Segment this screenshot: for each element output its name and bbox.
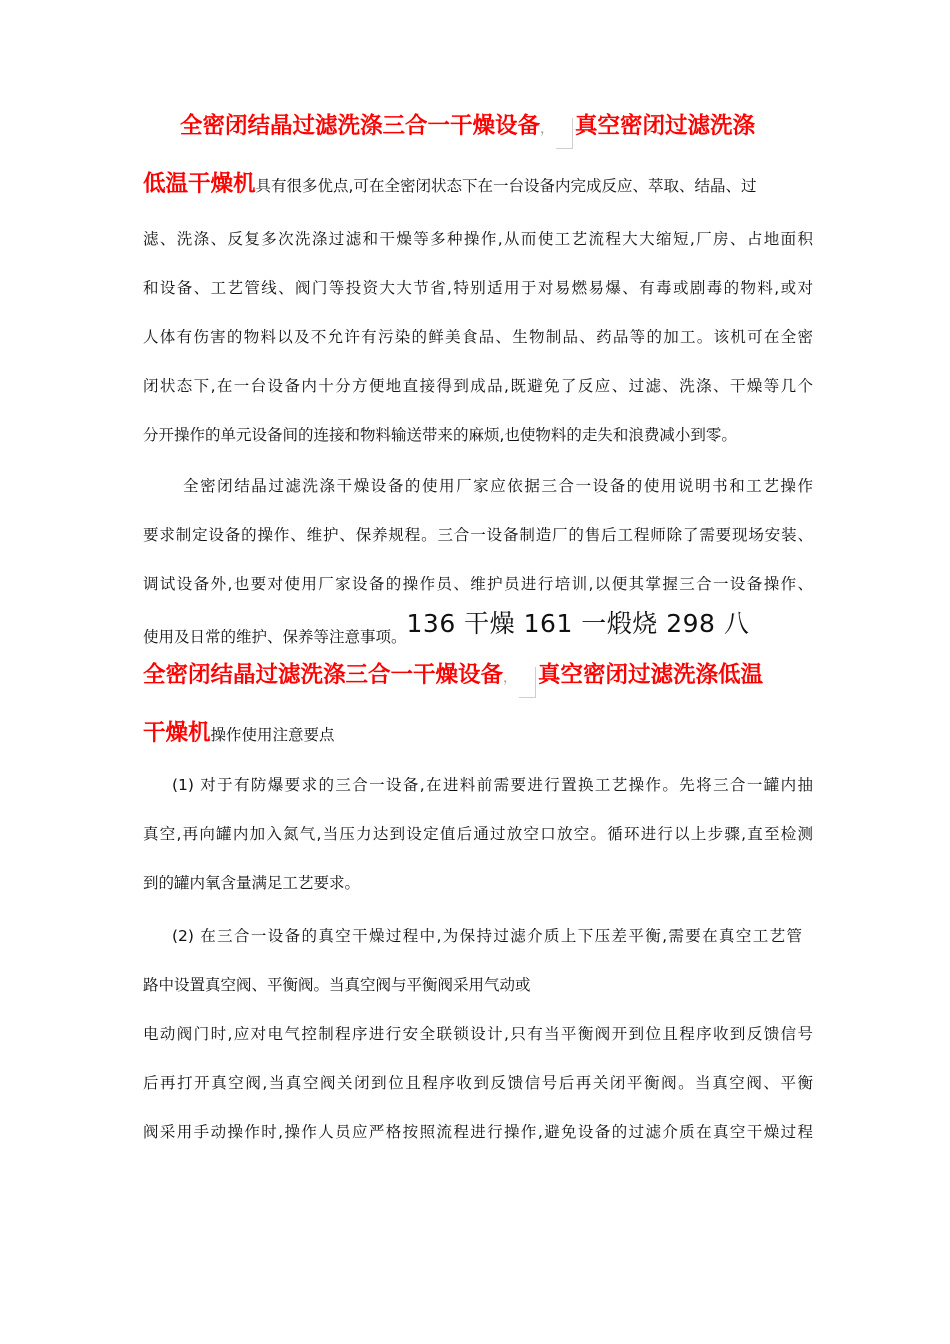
- title1-part1: 全密闭结晶过滤洗涤三合一干燥设备: [180, 113, 541, 139]
- p1-line2: 滤、洗涤、反复多次洗涤过滤和干燥等多种操作,从而使工艺流程大大缩短,厂房、占地面积: [143, 230, 813, 248]
- p4-line4: 后再打开真空阀,当真空阀关闭到位且程序收到反馈信号后再关闭平衡阀。当真空阀、平衡: [143, 1074, 813, 1092]
- p4-line5: 阀采用手动操作时,操作人员应严格按照流程进行操作,避免设备的过滤介质在真空干燥过程: [143, 1123, 813, 1141]
- p4-line2: 路中设置真空阀、平衡阀。当真空阀与平衡阀采用气动或: [143, 976, 531, 994]
- title2-part2: 真空密闭过滤洗涤低温: [538, 662, 764, 688]
- title1-line1: [180, 114, 820, 145]
- bookmark-marker-2: [519, 667, 536, 698]
- title1-part3: 低温干燥机: [143, 171, 256, 197]
- p1-line3: 和设备、工艺管线、阀门等投资大大节省,特别适用于对易燃易爆、有毒或剧毒的物料,或对: [143, 279, 813, 297]
- p4-line3: 电动阀门时,应对电气控制程序进行安全联锁设计,只有当平衡阀开到位且程序收到反馈信号: [143, 1025, 813, 1043]
- p2-line3: 调试设备外,也要对使用厂家设备的操作员、维护员进行培训,以便其掌握三合一设备操作、: [143, 575, 813, 593]
- p3-line2: 真空,再向罐内加入氮气,当压力达到设定值后通过放空口放空。循环进行以上步骤,直至检测: [143, 825, 813, 843]
- title2-rest: 操作使用注意要点: [210, 726, 335, 744]
- p3-line1: (1) 对于有防爆要求的三合一设备,在进料前需要进行置换工艺操作。先将三合一罐内抽: [172, 776, 813, 794]
- title1-line2: [143, 172, 813, 198]
- title2-line2: [143, 721, 813, 747]
- p2-line2: 要求制定设备的操作、维护、保养规程。三合一设备制造厂的售后工程师除了需要现场安装、: [143, 526, 813, 544]
- title1-part2: 真空密闭过滤洗涤: [575, 113, 756, 139]
- title2-separator: ，: [503, 670, 518, 686]
- p3-line3: 到的罐内氧含量满足工艺要求。: [143, 874, 361, 892]
- title2-line1: [143, 663, 813, 694]
- title1-separator: ，: [540, 121, 555, 137]
- p2-line4: 使用及日常的维护、保养等注意事项。: [143, 628, 407, 646]
- p1-line4: 人体有伤害的物料以及不允许有污染的鲜美食品、生物制品、药品等的加工。该机可在全密: [143, 328, 813, 346]
- bookmark-marker: [556, 118, 573, 149]
- p1-line1: 具有很多优点,可在全密闭状态下在一台设备内完成反应、萃取、结晶、过: [255, 177, 757, 195]
- title2-part3: 干燥机: [143, 720, 211, 746]
- p1-line5: 闭状态下,在一台设备内十分方便地直接得到成品,既避免了反应、过滤、洗涤、干燥等几个: [143, 377, 813, 395]
- p4-line1: (2) 在三合一设备的真空干燥过程中,为保持过滤介质上下压差平衡,需要在真空工艺管: [172, 927, 802, 945]
- p2-big-text: 136 干燥 161 一煅烧 298 八: [406, 609, 750, 638]
- title2-part1: 全密闭结晶过滤洗涤三合一干燥设备: [143, 662, 504, 688]
- p2-line1: 全密闭结晶过滤洗涤干燥设备的使用厂家应依据三合一设备的使用说明书和工艺操作: [183, 477, 813, 495]
- p1-line6: 分开操作的单元设备间的连接和物料输送带来的麻烦,也使物料的走失和浪费减小到零。: [143, 426, 737, 444]
- p2-line4-wrapper: [143, 609, 813, 646]
